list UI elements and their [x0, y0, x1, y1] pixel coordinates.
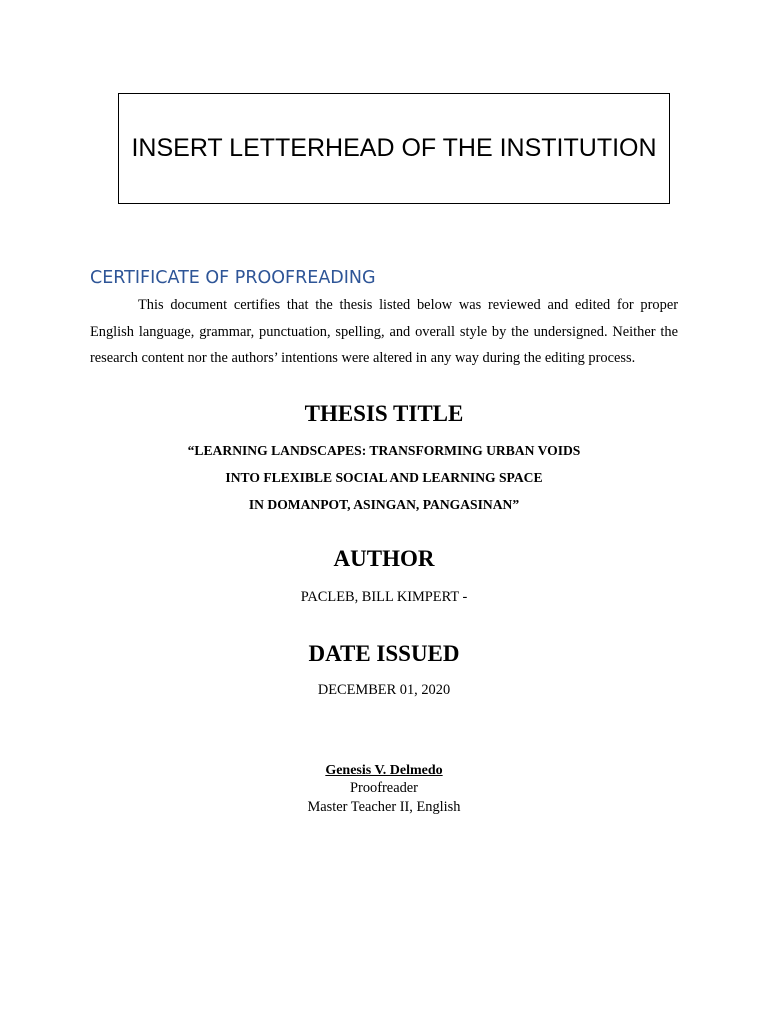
- author-name: PACLEB, BILL KIMPERT -: [300, 589, 468, 605]
- signatory-name: Genesis V. Delmedo: [325, 763, 443, 778]
- thesis-title-line: IN DOMANPOT, ASINGAN, PANGASINAN”: [248, 497, 520, 512]
- signatory-name-line: [0, 762, 768, 779]
- thesis-title-heading: THESIS TITLE: [304, 401, 464, 426]
- thesis-title-line: “LEARNING LANDSCAPES: TRANSFORMING URBAN VOIDS: [187, 443, 581, 458]
- author-heading: AUTHOR: [333, 546, 435, 571]
- date-issued-value: DECEMBER 01, 2020: [317, 682, 451, 698]
- signatory-role: Proofreader: [350, 780, 418, 796]
- letterhead-placeholder-box: [118, 93, 670, 204]
- letterhead-placeholder-text: INSERT LETTERHEAD OF THE INSTITUTION: [131, 134, 657, 162]
- certificate-body-paragraph: This document certifies that the thesis listed below was reviewed and edited for proper English language, grammar, punctuation, spelling, and overall style by the undersigned. Neither the research content nor the authors’ intentions were altered in any way during the editing process.: [90, 297, 678, 366]
- thesis-title-line: INTO FLEXIBLE SOCIAL AND LEARNING SPACE: [225, 470, 543, 485]
- certificate-heading: CERTIFICATE OF PROOFREADING: [90, 268, 376, 288]
- date-issued-heading: DATE ISSUED: [308, 641, 460, 666]
- signatory-position: Master Teacher II, English: [307, 799, 461, 815]
